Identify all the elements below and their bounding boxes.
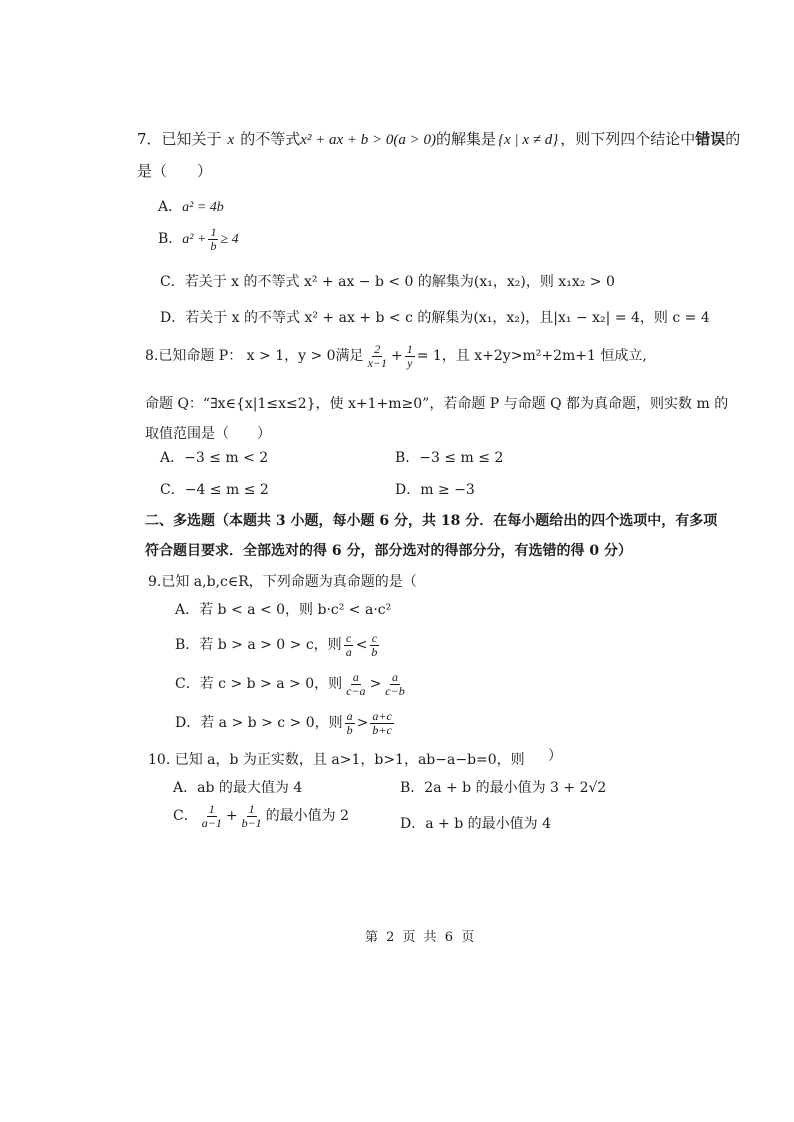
q7-wrong-emph: 错误 (695, 130, 726, 148)
q10-option-c-frac1 (200, 803, 224, 829)
q7-stem-c: 的解集是 (436, 130, 497, 148)
q8-f1-num: 2 (374, 342, 381, 356)
q7-stem-line2: 是（ ） (137, 162, 213, 180)
page-footer: 第 2 页 共 6 页 (365, 930, 477, 945)
q9-option-c-frac1 (344, 671, 367, 697)
q7-option-b-num: 1 (210, 225, 217, 239)
q10-option-d: D．a + b 的最小值为 4 (400, 816, 551, 832)
q10-option-c (173, 803, 349, 829)
q10-option-c-f1-den: a−1 (201, 815, 222, 830)
q9-option-b-frac2 (369, 632, 379, 658)
q9-option-d (175, 710, 396, 736)
q9-option-b-rel: < (355, 637, 368, 654)
q9-stem: 9.已知 a,b,c∈R，下列命题为真命题的是（ (148, 574, 417, 590)
q9-option-b-frac1 (344, 632, 354, 658)
section2-heading-line1: 二、多选题（本题共 3 小题，每小题 6 分，共 18 分．在每小题给出的四个选项中，有多项 (145, 513, 718, 529)
section2-heading-line2: 符合题目要求．全部选对的得 6 分，部分选对的得部分分，有选错的得 0 分） (145, 543, 632, 559)
q7-stem-d: ，则下列四个结论中 (560, 130, 696, 148)
q7-option-d: D．若关于 x 的不等式 x² + ax + b < c 的解集为(x₁，x₂)，且|x₁ − x₂| = 4，则 c = 4 (160, 310, 710, 326)
q10-option-c-post: 的最小值为 2 (265, 808, 350, 825)
q8-option-d: D．m ≥ −3 (395, 482, 475, 498)
q9-option-c-f2-den: c−b (385, 683, 405, 698)
q9-option-b-f2-den: b (371, 644, 378, 659)
q7-option-a-expr: a² = 4b (182, 200, 224, 215)
q8-stem-line2: 命题 Q：“∃x∈{x|1≤x≤2}，使 x+1+m≥0”，若命题 P 与命题 Q 都为真命题，则实数 m 的 (145, 396, 729, 412)
q8-option-a: A．−3 ≤ m < 2 (160, 450, 269, 466)
q8-fraction-2 (405, 343, 415, 369)
q9-option-d-rel: > (356, 715, 369, 732)
q7-var-x: x (227, 132, 235, 148)
q10-option-c-f1-num: 1 (208, 802, 215, 816)
q8-stem-line1 (145, 343, 647, 369)
q7-stem-e: 的 (725, 130, 741, 148)
q7-option-b-label: B． (158, 231, 183, 248)
q10-stem: 10. 已知 a，b 为正实数，且 a>1，b>1，ab−a−b=0，则 (148, 752, 525, 768)
q8-stem-b: = 1，且 x+2y>m²+2m+1 恒成立, (416, 348, 647, 365)
q8-fraction-1 (366, 343, 389, 369)
q9-option-d-f2-den: b+c (372, 722, 392, 737)
q10-option-c-pre: C． (173, 808, 198, 825)
q9-option-d-f1-num: a (346, 709, 353, 723)
q9-option-c-f1-den: c−a (346, 683, 366, 698)
q10-option-c-f2-den: b−1 (241, 815, 262, 830)
q9-option-d-pre: D．若 a > b > c > 0，则 (175, 715, 343, 732)
q7-option-b-post: ≥ 4 (220, 232, 239, 248)
q10-option-b: B．2a + b 的最小值为 3 + 2√2 (400, 780, 607, 796)
q10-option-c-plus: + (225, 808, 238, 825)
q9-option-a: A．若 b < a < 0，则 b·c² < a·c² (175, 602, 392, 618)
q7-option-a-label: A． (158, 199, 183, 215)
q9-option-d-f1-den: b (346, 722, 353, 737)
q9-option-c-pre: C．若 c > b > a > 0，则 (175, 676, 343, 693)
q9-option-c-rel: > (369, 676, 382, 693)
q9-option-b (175, 632, 381, 658)
q9-option-c-f1-num: a (352, 670, 359, 684)
q10-option-a: A．ab 的最大值为 4 (173, 780, 303, 796)
q8-f1-den: x−1 (367, 355, 387, 370)
q9-option-d-frac1 (345, 710, 355, 736)
q7-stem-line1 (137, 128, 740, 149)
q9-option-c (175, 671, 409, 697)
q7-stem-a: 7．已知关于 (137, 130, 222, 148)
q8-stem-a: 8.已知命题 P： x > 1，y > 0满足 (145, 348, 364, 365)
q7-option-a (158, 196, 224, 216)
q9-option-b-pre: B．若 b > a > 0 > c，则 (175, 637, 342, 654)
q9-option-c-f2-num: a (392, 670, 399, 684)
q8-option-b: B．−3 ≤ m ≤ 2 (395, 450, 504, 466)
q8-plus: + (391, 348, 403, 365)
q7-option-b-pre: a² + (182, 232, 207, 248)
q8-stem-line3: 取值范围是（ ） (145, 426, 271, 442)
q8-option-c: C．−4 ≤ m ≤ 2 (160, 482, 269, 498)
q7-option-b-fraction (208, 226, 218, 252)
q9-option-d-f2-num: a+c (372, 709, 392, 723)
q7-option-b-den: b (210, 238, 217, 253)
q7-stem-b: 的不等式 (240, 130, 301, 148)
q9-option-b-f2-num: c (371, 631, 378, 645)
q10-stem-tail: ） (548, 748, 562, 764)
q9-option-b-f1-num: c (346, 631, 352, 645)
q8-f2-num: 1 (406, 342, 413, 356)
q7-option-b (158, 226, 239, 252)
q10-option-c-f2-num: 1 (248, 802, 255, 816)
q8-f2-den: y (407, 355, 413, 370)
q9-option-d-frac2 (370, 710, 393, 736)
q9-option-c-frac2 (383, 671, 406, 697)
q10-option-c-frac2 (240, 803, 264, 829)
q9-option-b-f1-den: a (345, 644, 352, 659)
q7-solution-set: {x | x ≠ d} (498, 132, 559, 148)
q7-inequality: x² + ax + b > 0(a > 0) (300, 132, 437, 148)
q7-option-c: C．若关于 x 的不等式 x² + ax − b < 0 的解集为(x₁，x₂)，则 x₁x₂ > 0 (160, 274, 615, 290)
